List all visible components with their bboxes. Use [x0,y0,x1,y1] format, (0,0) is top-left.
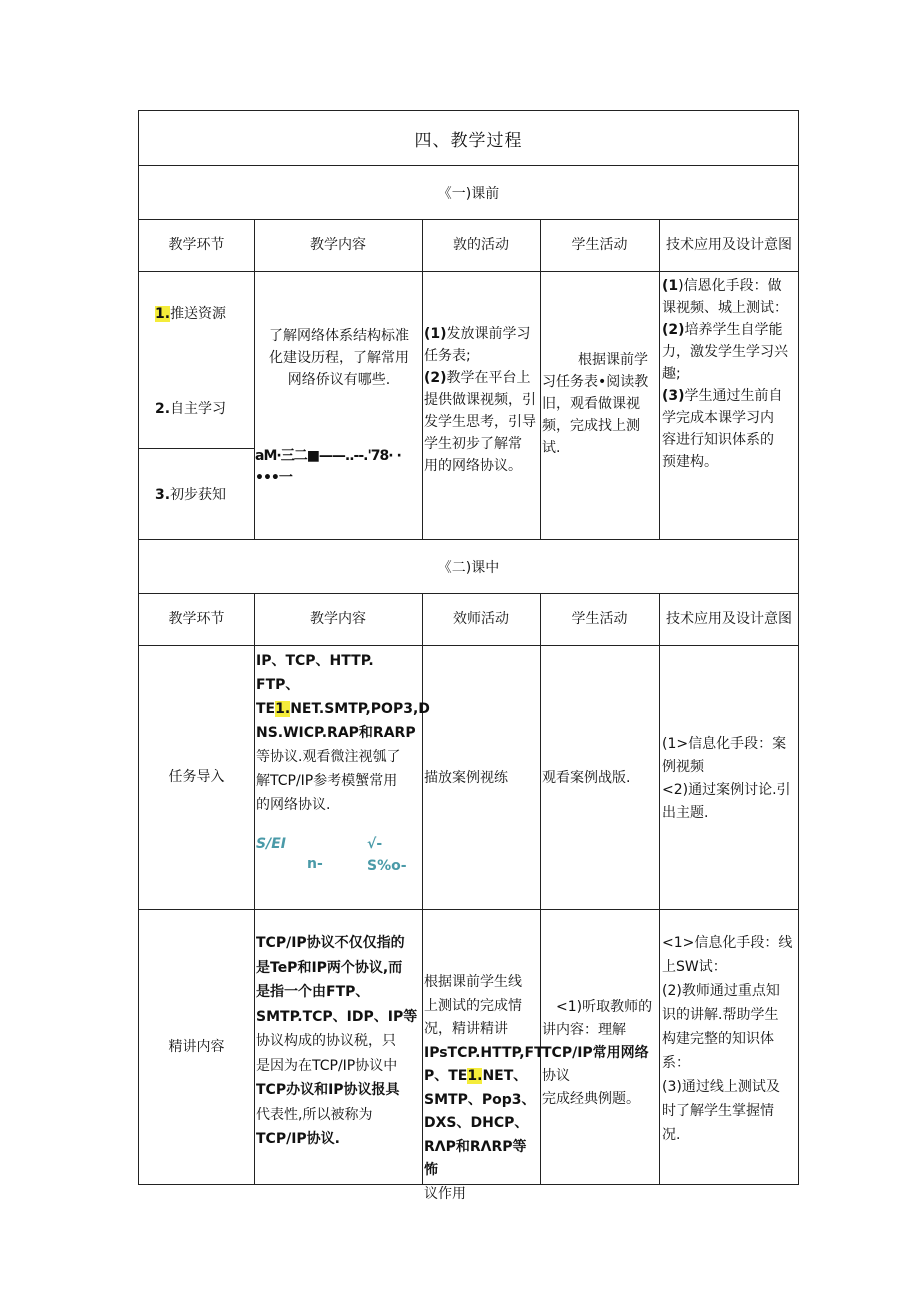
step-initial-knowledge: 3.初步获知 [155,487,227,503]
header-content: 教学内容 [310,237,366,253]
row2-teacher: 根据课前学生线 上测试的完成情 况，精讲精讲 IPsTCP.HTTP,FT P、TE1.NET、 SMTP、Pop3、 DXS、DHCP、 RΛP和RΛRP等怖 议作用 [424,974,544,1202]
content-garbled-text: aM·三二■——..--.'78· · •••一 [255,448,401,486]
header-student-2: 学生活动 [571,611,628,627]
tech-application: (1)信恩化手段：做 课视频、城上测试： (2)培养学生自学能 力，激发学生学习兴 趣; (3)学生通过生前自 学完成本课学习内 容进行知识体系的 预建构。 [662,278,788,470]
lesson-table [138,110,799,1202]
row1-content: IP、TCP、HTTP. FTP、 TE1.NET.SMTP,POP3,D NS.WICP.RAP和RARP 等协议.观看微注视瓠了 解TCP/IP参考模蟹常用 的网络协议. [256,653,430,813]
row1-garbled-3: n- [307,856,323,872]
header-step: 教学环节 [168,237,225,253]
row1-garbled-1: S/EI [256,836,286,852]
header-step-2: 教学环节 [168,611,225,627]
step-self-study: 2.自主学习 [155,401,227,417]
content-text: 了解网络体系结构标准 化建设历程，了解常用 网络侨议有哪些. [269,328,409,388]
row1-teacher: 描放案例视练 [424,770,508,786]
row2-tech: <1>信息化手段：线 上SW试： (2)教师通过重点知 识的讲解.帮助学生 构建完整的知识体 系： (3)通过线上测试及 时了解学生掌握情 况. [662,935,793,1143]
row2-student: <1)听取教师的 讲内容：理解 TCP/IP常用网络 协议 完成经典例题。 [542,999,653,1107]
step-push-resources: 1.推送资源 [155,306,227,322]
student-activity: 根据课前学 习任务表•阅读教 旧，观看做课视 频，完成找上测 试. [542,352,649,456]
header-student: 学生活动 [571,237,628,253]
page-title: 四、教学过程 [414,130,523,151]
header-tech-2: 技术应用及设计意图 [666,611,792,627]
row1-garbled-2: √-S%o- [367,836,407,874]
row1-tech: (1>信息化手段：案 例视频 <2)通过案例讨论.引 出主题. [662,736,791,821]
header-teacher: 敦的活动 [453,237,509,253]
step-detailed-lecture: 精讲内容 [168,1039,225,1055]
step-task-intro: 任务导入 [168,769,225,785]
section2-heading: 《二)课中 [139,539,798,594]
teacher-activity: (1)发放课前学习 任务表; (2)教学在平台上 提供做课视频，引 发学生思考，引导 学生初步了解常 用的网络协议。 [424,326,536,474]
header-tech: 技术应用及设计意图 [666,237,792,253]
row1-student: 观看案例战版. [542,770,631,786]
row2-content: TCP/IP协议不仅仅指的 是TeP和IP两个协议,而 是指一个由FTP、 SMTP.TCP、IDP、IP等 协议构成的协议税，只 是因为在TCP/IP协议中 TCP办议和IP协议报具 代表性,所以被称为 TCP/IP协议. [256,935,418,1147]
section1-heading: 《一)课前 [139,165,798,220]
header-content-2: 教学内容 [310,611,366,627]
header-teacher-2: 效师活动 [453,611,509,627]
